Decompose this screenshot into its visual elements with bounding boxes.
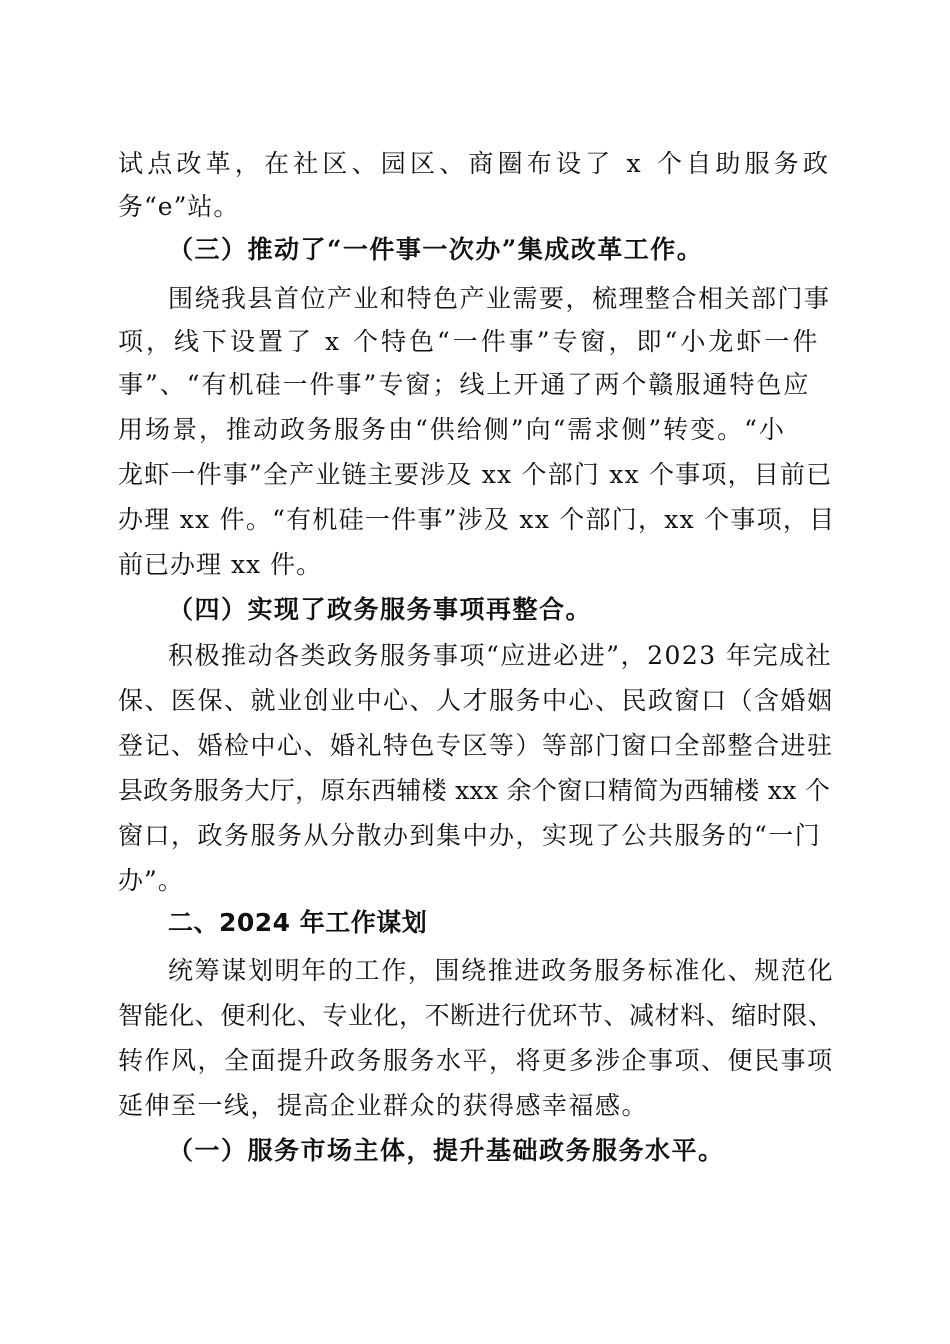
line-text: 窗口，政务服务从分散办到集中办，实现了公共服务的“一门 (118, 821, 822, 850)
section-subheading (0, 230, 950, 270)
body-line (0, 365, 950, 405)
body-line (0, 996, 950, 1036)
line-text: 县政务服务大厅，原东西辅楼 xxx 余个窗口精简为西辅楼 xx 个 (118, 776, 831, 805)
line-text: 积极推动各类政务服务事项“应进必进”，2023 年完成社 (168, 641, 833, 670)
line-text: 项，线下设置了 x 个特色“一件事”专窗，即“小龙虾一件 (118, 327, 821, 356)
line-text: 保、医保、就业创业中心、人才服务中心、民政窗口（含婚姻 (118, 686, 834, 715)
body-line (0, 144, 950, 184)
subheading-text: （四）实现了政务服务事项再整合。 (168, 595, 593, 624)
body-line (0, 545, 950, 585)
section-heading (0, 903, 950, 943)
body-line (0, 726, 950, 766)
body-line (0, 1041, 950, 1081)
body-line (0, 636, 950, 676)
line-text: 试点改革，在社区、园区、商圈布设了 x 个自助服务政 (118, 149, 833, 178)
line-text: 事”、“有机硅一件事”专窗；线上开通了两个赣服通特色应 (118, 370, 811, 399)
line-text: 办”。 (118, 866, 184, 895)
line-text: 智能化、便利化、专业化，不断进行优环节、减材料、缩时限、 (118, 1001, 834, 1030)
section-subheading (0, 590, 950, 630)
body-line (0, 455, 950, 495)
subheading-text: （三）推动了“一件事一次办”集成改革工作。 (168, 235, 704, 264)
line-text: 前已办理 xx 件。 (118, 550, 323, 579)
body-line (0, 816, 950, 856)
line-text: 用场景，推动政务服务由“供给侧”向“需求侧”转变。“小 (118, 415, 786, 444)
line-text: 龙虾一件事”全产业链主要涉及 xx 个部门 xx 个事项，目前已 (118, 460, 833, 489)
body-line (0, 1086, 950, 1126)
line-text: 办理 xx 件。“有机硅一件事”涉及 xx 个部门，xx 个事项，目 (118, 505, 836, 534)
body-line (0, 681, 950, 721)
body-line (0, 279, 950, 319)
body-line (0, 322, 950, 362)
line-text: 转作风，全面提升政务服务水平，将更多涉企事项、便民事项 (118, 1046, 834, 1075)
section-subheading (0, 1131, 950, 1171)
body-line (0, 861, 950, 901)
body-line (0, 410, 950, 450)
body-line (0, 500, 950, 540)
body-line (0, 187, 950, 227)
body-line (0, 951, 950, 991)
line-text: 登记、婚检中心、婚礼特色专区等）等部门窗口全部整合进驻 (118, 731, 834, 760)
line-text: 统筹谋划明年的工作，围绕推进政务服务标准化、规范化 (168, 956, 835, 985)
heading-text: 二、2024 年工作谋划 (168, 908, 428, 937)
line-text: 务“e”站。 (118, 192, 240, 221)
line-text: 延伸至一线，提高企业群众的获得感幸福感。 (118, 1091, 649, 1120)
subheading-text: （一）服务市场主体，提升基础政务服务水平。 (168, 1136, 725, 1165)
line-text: 围绕我县首位产业和特色产业需要，梳理整合相关部门事 (168, 284, 831, 313)
body-line (0, 771, 950, 811)
